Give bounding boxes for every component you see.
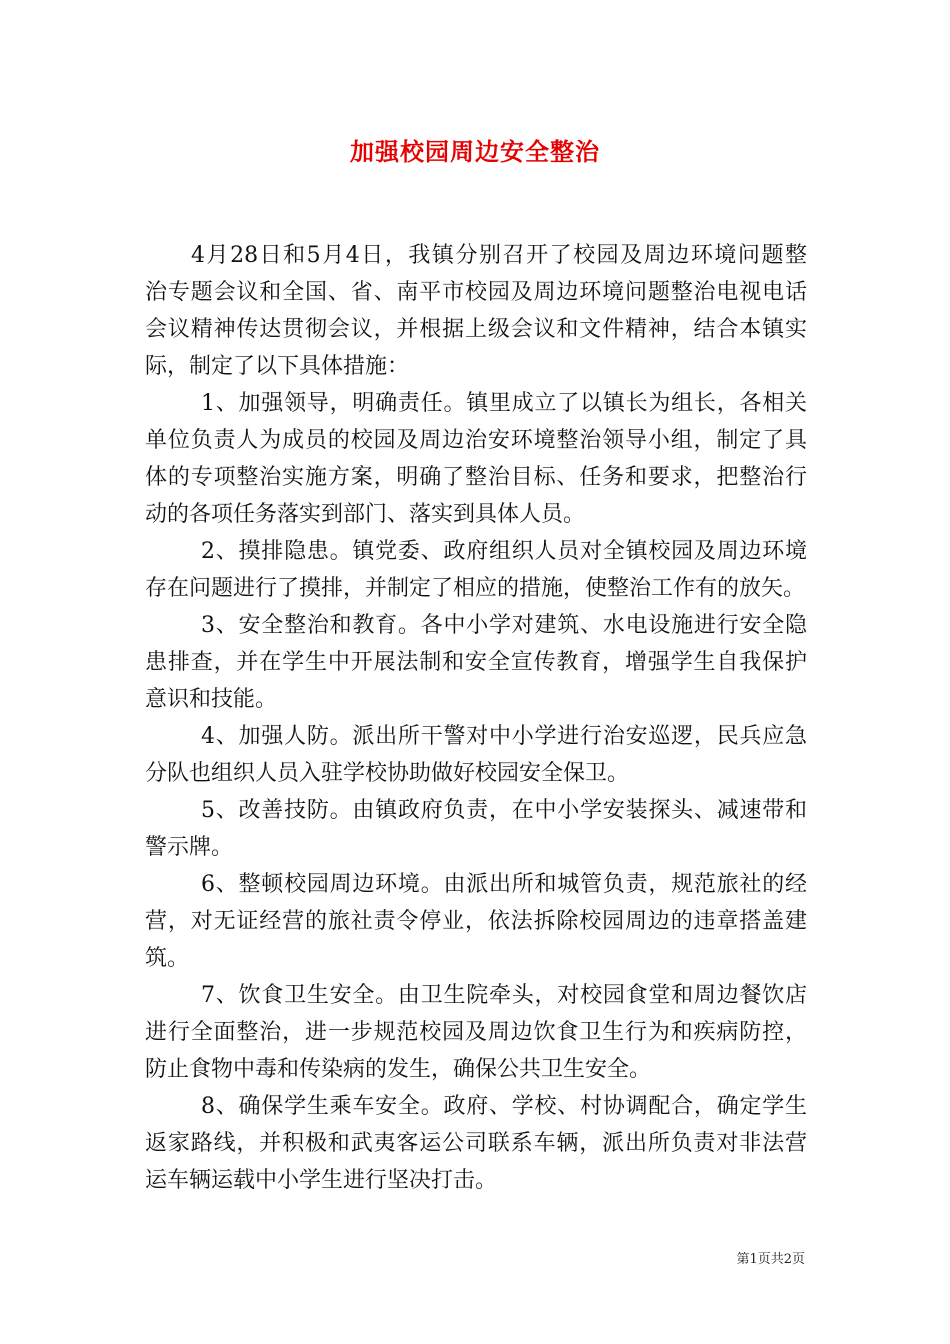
text-line: 意识和技能。 bbox=[145, 687, 278, 712]
text-line: 防止食物中毒和传染病的发生，确保公共卫生安全。 bbox=[145, 1057, 652, 1082]
text-line: 4、加强人防。派出所干警对中小学进行治安巡逻，民兵应急 bbox=[201, 724, 807, 749]
text-line: 体的专项整治实施方案，明确了整治目标、任务和要求，把整治行 bbox=[145, 465, 807, 490]
text-line: 7、饮食卫生安全。由卫生院牵头，对校园食堂和周边餐饮店 bbox=[201, 983, 807, 1008]
document-body bbox=[145, 237, 807, 1199]
text-line: 1、加强领导，明确责任。镇里成立了以镇长为组长，各相关 bbox=[201, 391, 807, 416]
text-line: 警示牌。 bbox=[145, 835, 234, 860]
text-line: 际，制定了以下具体措施： bbox=[145, 354, 410, 379]
paragraph bbox=[145, 385, 807, 533]
text-line: 4月28日和5月4日，我镇分别召开了校园及周边环境问题整 bbox=[191, 243, 807, 268]
text-line: 6、整顿校园周边环境。由派出所和城管负责，规范旅社的经 bbox=[201, 872, 807, 897]
paragraph bbox=[145, 237, 807, 385]
text-line: 返家路线，并积极和武夷客运公司联系车辆，派出所负责对非法营 bbox=[145, 1131, 807, 1156]
text-line: 患排查，并在学生中开展法制和安全宣传教育，增强学生自我保护 bbox=[145, 650, 807, 675]
document-title: 加强校园周边安全整治 bbox=[350, 137, 600, 166]
text-line: 存在问题进行了摸排，并制定了相应的措施，使整治工作有的放矢。 bbox=[145, 576, 806, 601]
text-line: 营，对无证经营的旅社责令停业，依法拆除校园周边的违章搭盖建 bbox=[145, 909, 807, 934]
text-line: 会议精神传达贯彻会议，并根据上级会议和文件精神，结合本镇实 bbox=[145, 317, 807, 342]
text-line: 动的各项任务落实到部门、落实到具体人员。 bbox=[145, 502, 586, 527]
paragraph bbox=[145, 866, 807, 977]
paragraph bbox=[145, 1088, 807, 1199]
paragraph bbox=[145, 533, 807, 607]
text-line: 分队也组织人员入驻学校协助做好校园安全保卫。 bbox=[145, 761, 630, 786]
text-line: 筑。 bbox=[145, 946, 190, 971]
paragraph bbox=[145, 718, 807, 792]
text-line: 单位负责人为成员的校园及周边治安环境整治领导小组，制定了具 bbox=[145, 428, 807, 453]
paragraph bbox=[145, 607, 807, 718]
text-line: 5、改善技防。由镇政府负责，在中小学安装探头、减速带和 bbox=[201, 798, 807, 823]
text-line: 进行全面整治，进一步规范校园及周边饮食卫生行为和疾病防控， bbox=[145, 1020, 807, 1045]
paragraph bbox=[145, 977, 807, 1088]
text-line: 运车辆运载中小学生进行坚决打击。 bbox=[145, 1168, 498, 1193]
text-line: 2、摸排隐患。镇党委、政府组织人员对全镇校园及周边环境 bbox=[201, 539, 807, 564]
text-line: 8、确保学生乘车安全。政府、学校、村协调配合，确定学生 bbox=[201, 1094, 807, 1119]
text-line: 3、安全整治和教育。各中小学对建筑、水电设施进行安全隐 bbox=[201, 613, 807, 638]
text-line: 治专题会议和全国、省、南平市校园及周边环境问题整治电视电话 bbox=[145, 280, 807, 305]
page-number: 第1页共2页 bbox=[736, 1252, 805, 1267]
paragraph bbox=[145, 792, 807, 866]
